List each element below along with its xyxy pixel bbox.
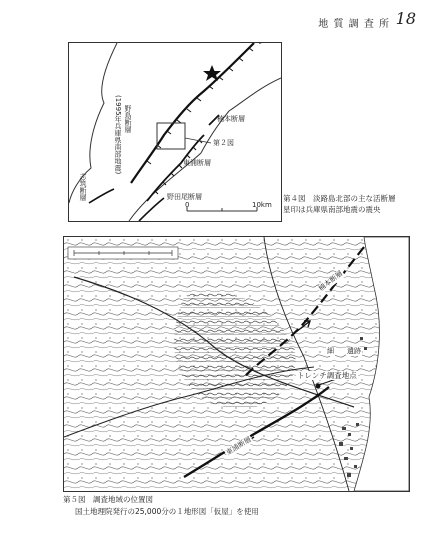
map-label-place-name: 遺跡 bbox=[347, 347, 361, 355]
shizuki-fault-line bbox=[89, 189, 114, 203]
trench-site-marker bbox=[316, 384, 321, 389]
figure-4-map bbox=[68, 42, 282, 222]
map-label-kusumoto-fault: 楠本断層 bbox=[317, 269, 345, 293]
nojima-fault-ticks bbox=[147, 48, 253, 164]
label-shizuki-fault: 志筑断層 bbox=[79, 173, 87, 201]
figure-5-caption bbox=[63, 494, 259, 518]
figure-4-caption-title: 第４図 淡路島北部の主な活断層 bbox=[283, 194, 396, 203]
label-scale-10km: 10km bbox=[252, 201, 272, 209]
label-earthquake-1995: (1995年兵庫県南部地震) bbox=[114, 95, 122, 175]
label-nojima-fault: 野島断層 bbox=[124, 105, 132, 133]
map-label-higashiura-fault: 東浦断層 bbox=[224, 435, 253, 457]
map-label-trench-site: トレンチ調査地点 bbox=[297, 371, 357, 380]
map-label-place-small: 細 bbox=[327, 347, 334, 355]
scale-bar bbox=[187, 207, 257, 211]
figure-4-caption bbox=[283, 193, 396, 215]
label-kusumoto-fault: 楠本断層 bbox=[217, 115, 245, 123]
figure-5-map bbox=[63, 236, 410, 492]
nodao-fault-line bbox=[139, 198, 164, 221]
page-number: 18 bbox=[395, 9, 416, 28]
label-ref-fig2: 第２図 bbox=[213, 139, 234, 147]
figure-4-caption-note: 星印は兵庫県南部地震の震央 bbox=[283, 205, 381, 214]
coastline-west bbox=[69, 43, 117, 203]
label-scale-zero: 0 bbox=[185, 201, 190, 209]
figure-5-caption-title: 第５図 調査地域の位置図 bbox=[63, 495, 153, 504]
label-higashiura-fault: 東浦断層 bbox=[183, 159, 211, 167]
figure-5-caption-note: 国土地理院発行の25,000分の１地形図「仮屋」を使用 bbox=[75, 507, 259, 516]
coastline-east bbox=[129, 78, 281, 221]
running-header-title: 地 質 調 査 所 bbox=[318, 19, 390, 30]
label-nodao-fault: 野田尾断層 bbox=[167, 193, 202, 201]
